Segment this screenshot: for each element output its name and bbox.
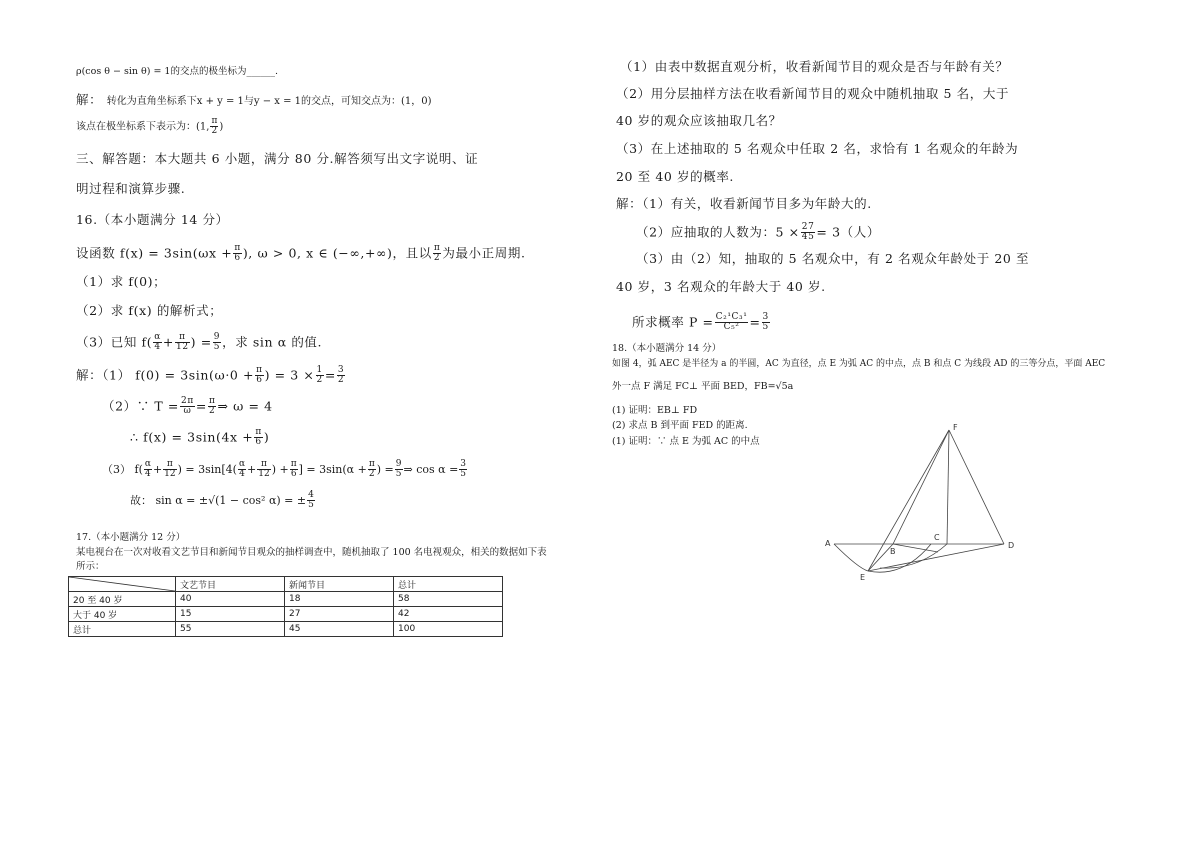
frac-den: 2 — [211, 126, 218, 137]
s3-fraction — [238, 460, 246, 480]
frac-den: 2 — [337, 375, 345, 386]
table-header-cell: 文艺节目 — [176, 577, 285, 592]
table-cell: 27 — [285, 607, 394, 622]
table-cell: 42 — [394, 607, 503, 622]
solution-text: 转化为直角坐标系下x + y = 1与y − x = 1的交点，可知交点为：(1，0) — [106, 96, 432, 107]
p3-fraction — [213, 333, 221, 353]
stem-fraction — [233, 244, 242, 264]
frac-den: 4 — [154, 342, 161, 353]
label-a: A — [825, 539, 831, 548]
p3-part: + — [162, 334, 174, 350]
diagonal-line — [69, 577, 175, 591]
solution-line — [76, 94, 432, 107]
frac-den: 2 — [316, 375, 323, 386]
frac-num: π — [163, 460, 176, 470]
s1-fraction — [255, 366, 264, 386]
s2-part: = — [195, 398, 207, 414]
frac-den: 6 — [256, 375, 263, 386]
r-question-3a: （3）在上述抽取的 5 名观众中任取 2 名，求恰有 1 名观众的年龄为 — [616, 141, 1019, 156]
frac-den: 5 — [395, 469, 402, 480]
table-cell: 45 — [285, 622, 394, 637]
table-cell: 55 — [176, 622, 285, 637]
polar-fraction — [210, 117, 218, 137]
q16-part-1: （1）求 f(0)； — [76, 274, 167, 289]
r-solution-3b: 40 岁，3 名观众的年龄大于 40 岁. — [616, 279, 826, 294]
s3-fraction — [368, 460, 376, 480]
table-corner-cell — [69, 577, 176, 592]
line-ed — [868, 544, 1004, 571]
section-heading-line-1: 三、解答题：本大题共 6 小题，满分 80 分.解答须写出文字说明、证 — [76, 151, 479, 166]
frac-num: 9 — [213, 332, 221, 342]
p3-part: ，求 sin α 的值. — [222, 334, 323, 350]
frac-num: 1 — [316, 365, 323, 375]
r-solution-1: 解：（1）有关，收看新闻节目多为年龄大的. — [616, 196, 872, 211]
frac-den: 6 — [255, 437, 262, 448]
solution-2 — [102, 397, 273, 417]
r-solution-4 — [632, 313, 771, 333]
frac-den: 2 — [433, 253, 441, 264]
stem-part: ), ω > 0, x ∈ (−∞,+∞)，且以 — [242, 245, 432, 261]
s1-part: = — [324, 367, 336, 383]
frac-den: 2 — [209, 406, 216, 417]
rs2-fraction — [801, 223, 816, 243]
pyramid-figure — [818, 420, 1028, 585]
s3-fraction — [257, 460, 270, 480]
rs4-part: 所求概率 P = — [632, 314, 714, 330]
rs4-fraction — [762, 313, 770, 333]
s1-part: 解：（1） f(0) = 3sin(ω·0 + — [76, 367, 255, 383]
rs2-part: （2）应抽取的人数为：5 × — [636, 224, 800, 240]
frac-num: π — [175, 333, 190, 343]
s2-part: ⇒ ω = 4 — [217, 398, 273, 414]
polar-suffix: ) — [219, 121, 224, 133]
table-cell: 100 — [394, 622, 503, 637]
r-question-2b: 40 岁的观众应该抽取几名？ — [616, 113, 782, 128]
frac-den: 4 — [239, 469, 245, 480]
table-header-cell: 新闻节目 — [285, 577, 394, 592]
r-question-2a: （2）用分层抽样方法在收看新闻节目的观众中随机抽取 5 名，大于 — [616, 86, 1010, 101]
frac-den: 4 — [145, 469, 151, 480]
p3-part: （3）已知 f( — [76, 334, 153, 350]
frac-num: π — [368, 459, 375, 469]
frac-num: π — [290, 459, 297, 469]
s3-fraction — [290, 460, 298, 480]
frac-num: 9 — [395, 459, 402, 469]
frac-num: 27 — [801, 222, 815, 232]
s3-part: ) = 3sin[4( — [177, 462, 237, 476]
s2b-part: ) — [263, 429, 270, 445]
q17-stem-line-2: 所示： — [76, 561, 105, 572]
s2b-fraction — [254, 428, 263, 448]
r-solution-2 — [636, 223, 880, 243]
frac-num: π — [211, 116, 218, 126]
p3-fraction — [153, 333, 162, 353]
frac-den: 45 — [801, 232, 815, 243]
frac-num: 3 — [337, 365, 345, 375]
solution-1 — [76, 366, 346, 386]
q18-part-2: (2) 求点 B 到平面 FED 的距离. — [612, 420, 748, 431]
stem-part: 为最小正周期. — [442, 245, 526, 261]
s2-part: （2）∵ T = — [102, 398, 180, 414]
polar-prefix: 该点在极坐标系下表示为：(1, — [76, 121, 210, 133]
solution-3 — [102, 460, 468, 480]
s2b-part: ∴ f(x) = 3sin(4x + — [130, 429, 254, 445]
frac-num: α — [154, 332, 161, 342]
s3-part: ) + — [271, 462, 289, 476]
r-solution-3a: （3）由（2）知，抽取的 5 名观众中，有 2 名观众年龄处于 20 至 — [636, 251, 1030, 266]
frac-num: α — [144, 459, 151, 469]
stem-part: 设函数 f(x) = 3sin(ωx + — [76, 245, 233, 261]
r-question-1: （1）由表中数据直观分析，收看新闻节目的观众是否与年龄有关？ — [620, 59, 1009, 74]
s2-fraction — [208, 397, 217, 417]
frac-num: 3 — [460, 459, 467, 469]
frac-den: ω — [183, 406, 192, 417]
section-heading-line-2: 明过程和演算步骤. — [76, 181, 186, 196]
solution-2b — [130, 428, 269, 448]
table-cell: 58 — [394, 592, 503, 607]
q17-stem-line-1: 某电视台在一次对收看文艺节目和新闻节目观众的抽样调查中，随机抽取了 100 名电视观众，相关的数据如下表 — [76, 547, 547, 558]
table-cell: 大于 40 岁 — [69, 607, 176, 622]
frac-den: 5 — [762, 322, 769, 333]
frac-den: 12 — [258, 469, 270, 480]
frac-num: C₂¹C₃¹ — [715, 312, 748, 322]
s3-part: + — [247, 462, 257, 476]
line-fd — [949, 430, 1004, 544]
frac-den: 5 — [213, 342, 221, 353]
q17-title: 17.（本小题满分 12 分） — [76, 532, 186, 543]
s3-fraction — [459, 460, 467, 480]
frac-num: 2π — [181, 396, 194, 406]
frac-num: π — [255, 427, 262, 437]
table-row — [69, 592, 503, 607]
line-fb — [893, 430, 949, 544]
frac-num: π — [208, 396, 216, 406]
line-fe — [868, 430, 949, 571]
s4-part: 故： sin α = ±√(1 − cos² α) = ± — [130, 493, 307, 507]
s1-fraction — [337, 366, 345, 386]
s3-part: ] = 3sin(α + — [298, 462, 367, 476]
q18-part-1: (1) 证明：EB⊥ FD — [612, 405, 698, 416]
s3-fraction — [163, 460, 176, 480]
intro-line: ρ(cos θ − sin θ) = 1的交点的极坐标为______. — [76, 66, 278, 77]
line-fc — [947, 430, 949, 544]
solution-prefix: 解： — [76, 92, 103, 107]
s4-fraction — [307, 491, 315, 511]
frac-den: 2 — [368, 469, 375, 480]
q18-stem-line-1: 如图 4，弧 AEC 是半径为 a 的半圆，AC 为直径，点 E 为弧 AC 的中点，点 B 和点 C 为线段 AD 的三等分点，平面 AEC — [612, 359, 1106, 369]
frac-num: π — [234, 243, 241, 253]
p3-fraction — [175, 333, 190, 353]
label-c: C — [934, 533, 940, 542]
frac-den: 12 — [176, 342, 189, 353]
s3-fraction — [144, 460, 152, 480]
label-e: E — [860, 573, 866, 582]
frac-den: C₅² — [723, 322, 740, 333]
frac-num: π — [433, 243, 441, 253]
frac-num: π — [256, 365, 263, 375]
s3-fraction — [395, 460, 403, 480]
q18-stem-line-2: 外一点 F 满足 FC⊥ 平面 BED，FB=√5a — [612, 381, 794, 392]
q16-part-2: （2）求 f(x) 的解析式； — [76, 303, 223, 318]
r-question-3b: 20 至 40 岁的概率. — [616, 169, 735, 184]
polar-line — [76, 117, 223, 137]
frac-den: 6 — [290, 469, 297, 480]
frac-den: 5 — [308, 500, 314, 511]
table-cell: 40 — [176, 592, 285, 607]
survey-table — [68, 576, 503, 637]
frac-num: α — [238, 459, 246, 469]
stem-fraction — [433, 244, 442, 264]
frac-den: 5 — [460, 469, 467, 480]
s3-part: ) = — [376, 462, 394, 476]
rs4-part: = — [749, 314, 761, 330]
s1-fraction — [316, 366, 324, 386]
table-cell: 总计 — [69, 622, 176, 637]
s1-part: ) = 3 × — [264, 367, 315, 383]
table-row — [69, 622, 503, 637]
label-d: D — [1008, 541, 1015, 550]
s3-part: ⇒ cos α = — [403, 462, 459, 476]
q16-part-3 — [76, 333, 322, 353]
q16-stem — [76, 244, 526, 264]
frac-den: 6 — [234, 253, 241, 264]
q18-solution-1: (1) 证明：∵ 点 E 为弧 AC 的中点 — [612, 436, 760, 447]
q18-title: 18.（本小题满分 14 分） — [612, 343, 722, 354]
table-cell: 20 至 40 岁 — [69, 592, 176, 607]
frac-num: 4 — [308, 490, 314, 500]
s2-fraction — [180, 397, 195, 417]
frac-num: π — [257, 460, 270, 470]
label-b: B — [890, 547, 896, 556]
q16-title: 16.（本小题满分 14 分） — [76, 212, 229, 227]
p3-part: ) = — [190, 334, 212, 350]
table-header-row — [69, 577, 503, 592]
rs2-part: = 3（人） — [816, 224, 880, 240]
label-f: F — [953, 423, 958, 432]
frac-den: 12 — [164, 469, 176, 480]
s3-part: （3） f( — [102, 462, 143, 476]
s3-part: + — [152, 462, 163, 476]
line-inner — [893, 544, 938, 552]
table-row — [69, 607, 503, 622]
rs4-fraction — [715, 313, 749, 333]
table-header-cell: 总计 — [394, 577, 503, 592]
table-cell: 15 — [176, 607, 285, 622]
solution-4 — [130, 491, 316, 511]
table-cell: 18 — [285, 592, 394, 607]
frac-num: 3 — [762, 312, 769, 322]
